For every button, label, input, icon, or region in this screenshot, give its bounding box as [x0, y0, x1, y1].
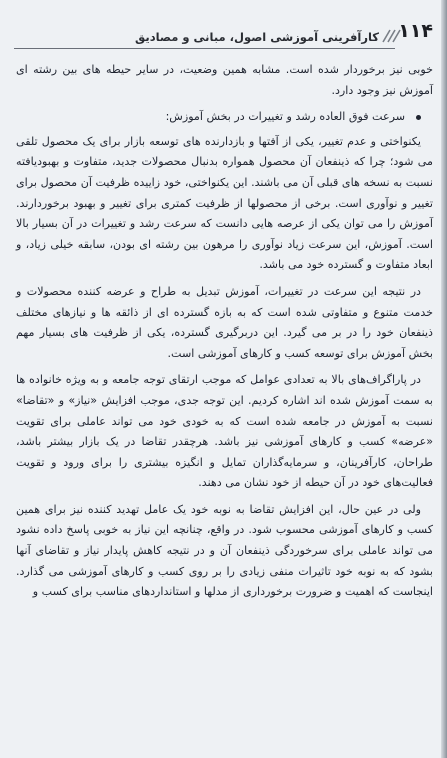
paragraph-2: در نتیجه این سرعت در تغییرات، آموزش تبدیل به طراح و عرضه کننده محصولات و خدمت متنوع و متفاوتی شده است که به بازه گسترده ای از ذائقه ها و نیازهای مختلف ذینفعان خود را در بر می گیرد. این دربرگیری گسترده، یکی از ظرفیت های بسیار مهم بخش آموزش برای توسعه کسب و کارهای آموزشی است. [16, 284, 433, 360]
intro-paragraph: خوبی نیز برخوردار شده است. مشابه همین وضعیت، در سایر حیطه های بین رشته ای آموزش نیز وجود دارد. [16, 63, 433, 97]
page-body [16, 60, 433, 609]
paragraph-4: ولی در عین حال، این افزایش تقاضا به نوبه خود یک عامل تهدید کننده نیز برای همین کسب و کارهای آموزشی محسوب شود. در واقع، چنانچه این نیاز به خوبی پاسخ داده نشود می تواند عاملی برای سرخوردگی ذینفعان آن و در نتیجه کاهش پایدار نیاز و تقاضای آنها بشود که به نوبه خود تاثیرات منفی زیادی را بر روی کسب و کارهای آموزشی می گذارد. اینجاست که اهمیت و ضرورت برخورداری از مدلها و استانداردهای مناسب برای کسب و [16, 502, 433, 599]
bullet-dot-icon [416, 115, 421, 120]
page-number: ۱۱۴ [398, 20, 433, 42]
page-edge-shadow [441, 0, 447, 758]
header-divider [14, 48, 395, 49]
paragraph-1: یکنواختی و عدم تغییر، یکی از آفتها و بازدارنده های توسعه بازار برای یک محصول تلقی می شود؛ چرا که ذینفعان آن محصول همواره بدنبال محصولات جدید، متفاوت و بهبودیافته نسبت به نسخه های قبلی آن می باشند. این یکنواختی، خود زاییده ظرفیت آن محصول برای تغییر و نوآوری است. برخی از محصولها از ظرفیت کمتری برای تغییر و بهبود برخوردارند. آموزش را می توان یکی از عرصه هایی دانست که سرعت رشد و تغییرات در آن بسیار بالا است. آموزش، این سرعت زیاد نوآوری را مرهون بین رشته ای بودن، سابقه خیلی زیاد، و ابعاد متفاوت و گسترده خود می باشد. [16, 134, 433, 272]
bullet-heading [16, 107, 433, 128]
page-header [0, 0, 447, 58]
bullet-heading-text: سرعت فوق العاده رشد و تغییرات در بخش آموزش: [165, 110, 405, 124]
paragraph-3: در پاراگراف‌های بالا به تعدادی عوامل که موجب ارتقای توجه جامعه و به ویژه خانواده ها به سمت آموزش شده اند اشاره کردیم. این توجه جدی، موجب افزایش «نیاز» و «تقاضا» نسبت به آموزش در جامعه شده است که به خودی خود می تواند عاملی برای تقویت «عرضه» کسب و کارهای آموزشی نیز باشد. هرچقدر تقاضا در یک بازار بیشتر باشد، طراحان، کارآفرینان، و سرمایه‌گذاران تمایل و انگیزه بیشتری را برای ورود و تقویت فعالیت‌های خود در آن حیطه از خود نشان می دهند. [16, 373, 433, 490]
running-title: کارآفرینی آموزشی اصول، مبانی و مصادیق [135, 30, 379, 44]
chevron-ornament-icon [381, 28, 401, 44]
